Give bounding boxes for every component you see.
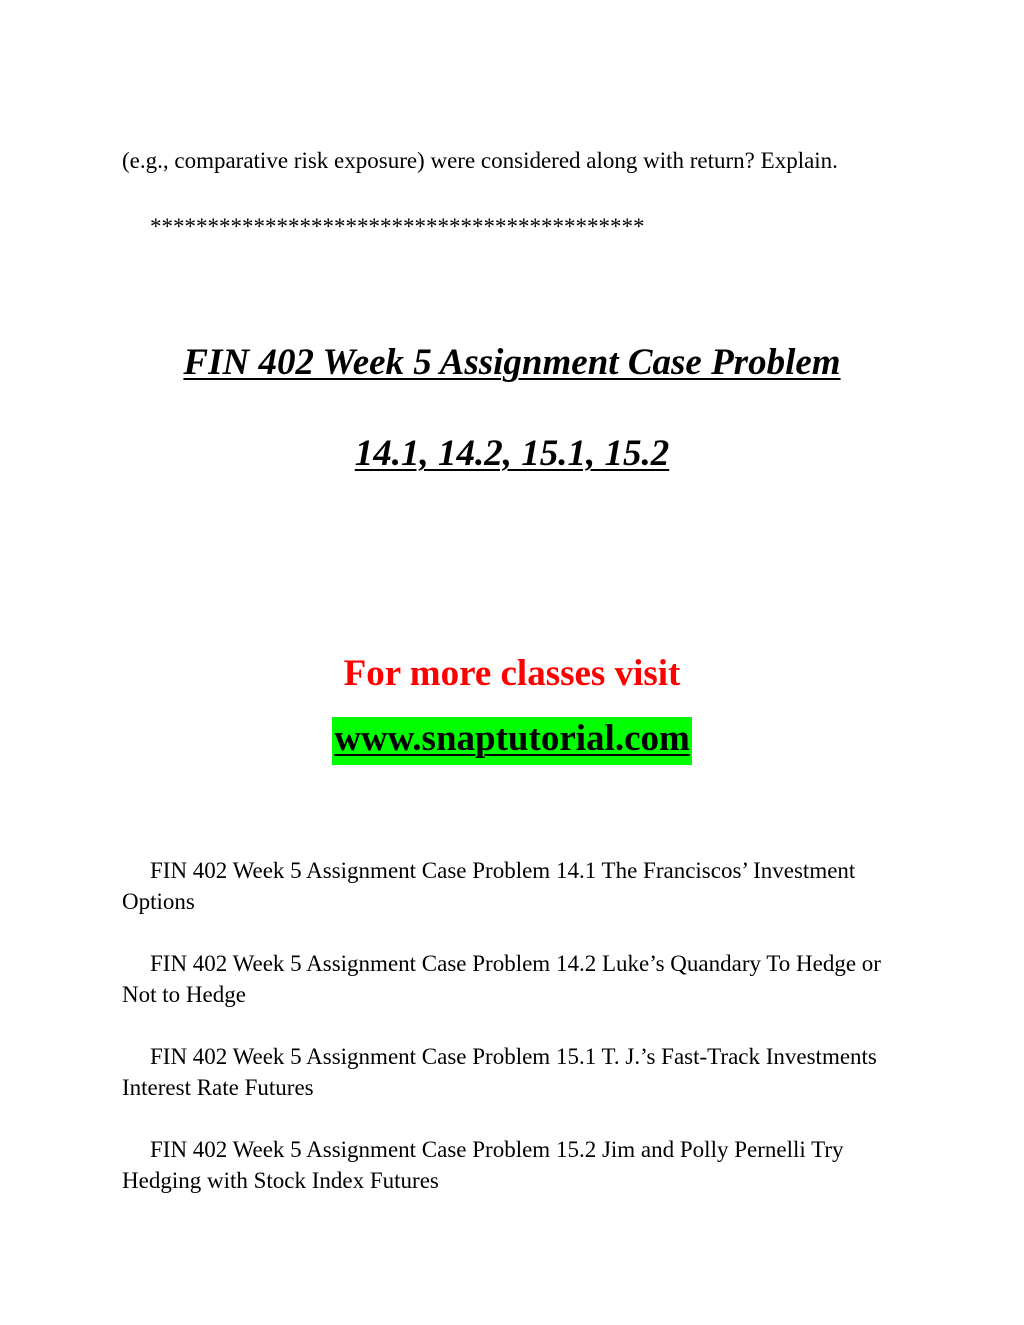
promo-link-container: [0, 717, 1024, 765]
page-title-line-2: 14.1, 14.2, 15.1, 15.2: [354, 433, 670, 474]
page-title-line-1: FIN 402 Week 5 Assignment Case Problem: [183, 342, 841, 383]
promo-text: For more classes visit: [343, 653, 681, 694]
list-item: FIN 402 Week 5 Assignment Case Problem 14.1 The Franciscos’ Investment Options: [122, 858, 856, 914]
list-item: FIN 402 Week 5 Assignment Case Problem 14.2 Luke’s Quandary To Hedge or Not to Hedge: [122, 951, 881, 1007]
separator-line: *******************************************: [150, 214, 645, 239]
intro-paragraph: (e.g., comparative risk exposure) were considered along with return? Explain.: [122, 148, 838, 173]
website-link[interactable]: www.snaptutorial.com: [332, 717, 692, 765]
assignment-list: [122, 855, 882, 1227]
list-item: FIN 402 Week 5 Assignment Case Problem 15.2 Jim and Polly Pernelli Try Hedging with Stock Index Futures: [122, 1137, 844, 1193]
list-item: FIN 402 Week 5 Assignment Case Problem 15.1 T. J.’s Fast-Track Investments Interest Rate Futures: [122, 1044, 877, 1100]
